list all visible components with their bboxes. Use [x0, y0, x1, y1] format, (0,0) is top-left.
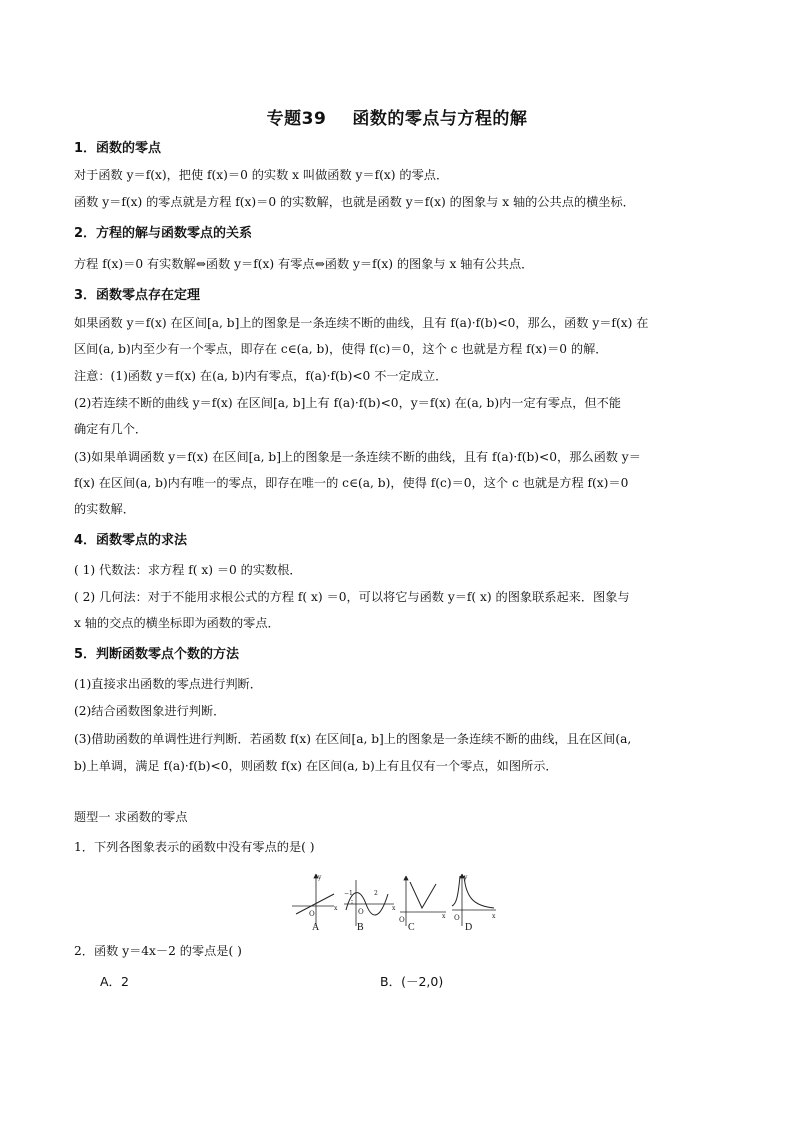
- svg-text:x: x: [492, 913, 496, 920]
- text-line: 注意：(1)函数 y＝f(x) 在(a, b)内有零点，f(a)·f(b)<0 不一定成立．: [74, 369, 448, 383]
- graph-d: [452, 874, 496, 926]
- text-line: (3)借助函数的单调性进行判断．若函数 f(x) 在区间[a, b]上的图象是一条连续不断的曲线，且在区间(a,: [74, 732, 632, 746]
- text-line: 的实数解．: [74, 502, 135, 516]
- text-line: 方程 f(x)＝0 有实数解⇔函数 y＝f(x) 有零点⇔函数 y＝f(x) 的图象与 x 轴有公共点．: [74, 257, 534, 271]
- svg-text:O: O: [399, 916, 405, 924]
- text-line: (1)直接求出函数的零点进行判断．: [74, 677, 262, 691]
- question-1: 1．下列各图象表示的函数中没有零点的是( ): [74, 840, 315, 854]
- svg-text:−1: −1: [344, 890, 353, 897]
- svg-text:y: y: [318, 874, 322, 881]
- option-a: A．2: [100, 974, 130, 989]
- svg-text:y: y: [464, 874, 468, 881]
- graph-c: [399, 876, 446, 926]
- section-heading: 5．判断函数零点个数的方法: [74, 647, 240, 662]
- text-line: (3)如果单调函数 y＝f(x) 在区间[a, b]上的图象是一条连续不断的曲线，且有 f(a)·f(b)<0，那么函数 y＝: [74, 450, 641, 464]
- svg-text:x: x: [392, 905, 396, 912]
- text-line: 确定有几个．: [74, 422, 148, 436]
- page-title: [0, 104, 794, 129]
- title-number: 专题39: [266, 109, 327, 129]
- text-line: ( 2) 几何法：对于不能用求根公式的方程 f( x) ＝0，可以将它与函数 y＝f( x) 的图象联系起来．图象与: [74, 590, 630, 604]
- section-heading: 1．函数的零点: [74, 141, 162, 156]
- svg-text:O: O: [309, 910, 315, 918]
- svg-text:O: O: [454, 914, 460, 922]
- graph-label-d: D: [465, 922, 473, 933]
- graph-a: [292, 874, 338, 926]
- title-text: 函数的零点与方程的解: [352, 109, 528, 129]
- text-line: 如果函数 y＝f(x) 在区间[a, b]上的图象是一条连续不断的曲线，且有 f(a)·f(b)<0，那么，函数 y＝f(x) 在: [74, 316, 649, 330]
- option-b: B．(－2,0): [380, 974, 444, 989]
- text-line: ( 1) 代数法：求方程 f( x) ＝0 的实数根．: [74, 563, 302, 577]
- svg-text:2: 2: [374, 890, 378, 897]
- text-line: b)上单调，满足 f(a)·f(b)<0，则函数 f(x) 在区间(a, b)上有且仅有一个零点，如图所示．: [74, 759, 558, 773]
- graph-b: [344, 880, 396, 926]
- svg-text:x: x: [334, 905, 338, 912]
- question-2: 2．函数 y＝4x－2 的零点是( ): [74, 944, 242, 958]
- text-line: 区间(a, b)内至少有一个零点，即存在 c∈(a, b)，使得 f(c)＝0，这个 c 也就是方程 f(x)＝0 的解．: [74, 342, 608, 356]
- text-line: (2)若连续不断的曲线 y＝f(x) 在区间[a, b]上有 f(a)·f(b)<0，y＝f(x) 在(a, b)内一定有零点，但不能: [74, 396, 621, 410]
- text-line: f(x) 在区间(a, b)内有唯一的零点，即存在唯一的 c∈(a, b)，使得 f(c)＝0，这个 c 也就是方程 f(x)＝0: [74, 476, 629, 490]
- graph-label-a: A: [312, 922, 320, 933]
- graph-label-c: C: [408, 922, 415, 933]
- section-heading: 3．函数零点存在定理: [74, 288, 201, 303]
- svg-text:x: x: [442, 913, 446, 920]
- graph-label-b: B: [357, 922, 364, 933]
- section-heading: 2．方程的解与函数零点的关系: [74, 226, 253, 241]
- section-heading: 4．函数零点的求法: [74, 533, 188, 548]
- text-line: 对于函数 y＝f(x)，把使 f(x)＝0 的实数 x 叫做函数 y＝f(x) 的零点．: [74, 168, 449, 182]
- section-heading: 题型一 求函数的零点: [74, 810, 188, 824]
- text-line: 函数 y＝f(x) 的零点就是方程 f(x)＝0 的实数解，也就是函数 y＝f(x) 的图象与 x 轴的公共点的横坐标．: [74, 195, 635, 209]
- text-line: x 轴的交点的横坐标即为函数的零点．: [74, 616, 280, 630]
- text-line: (2)结合函数图象进行判断．: [74, 704, 226, 718]
- svg-text:O: O: [358, 908, 364, 916]
